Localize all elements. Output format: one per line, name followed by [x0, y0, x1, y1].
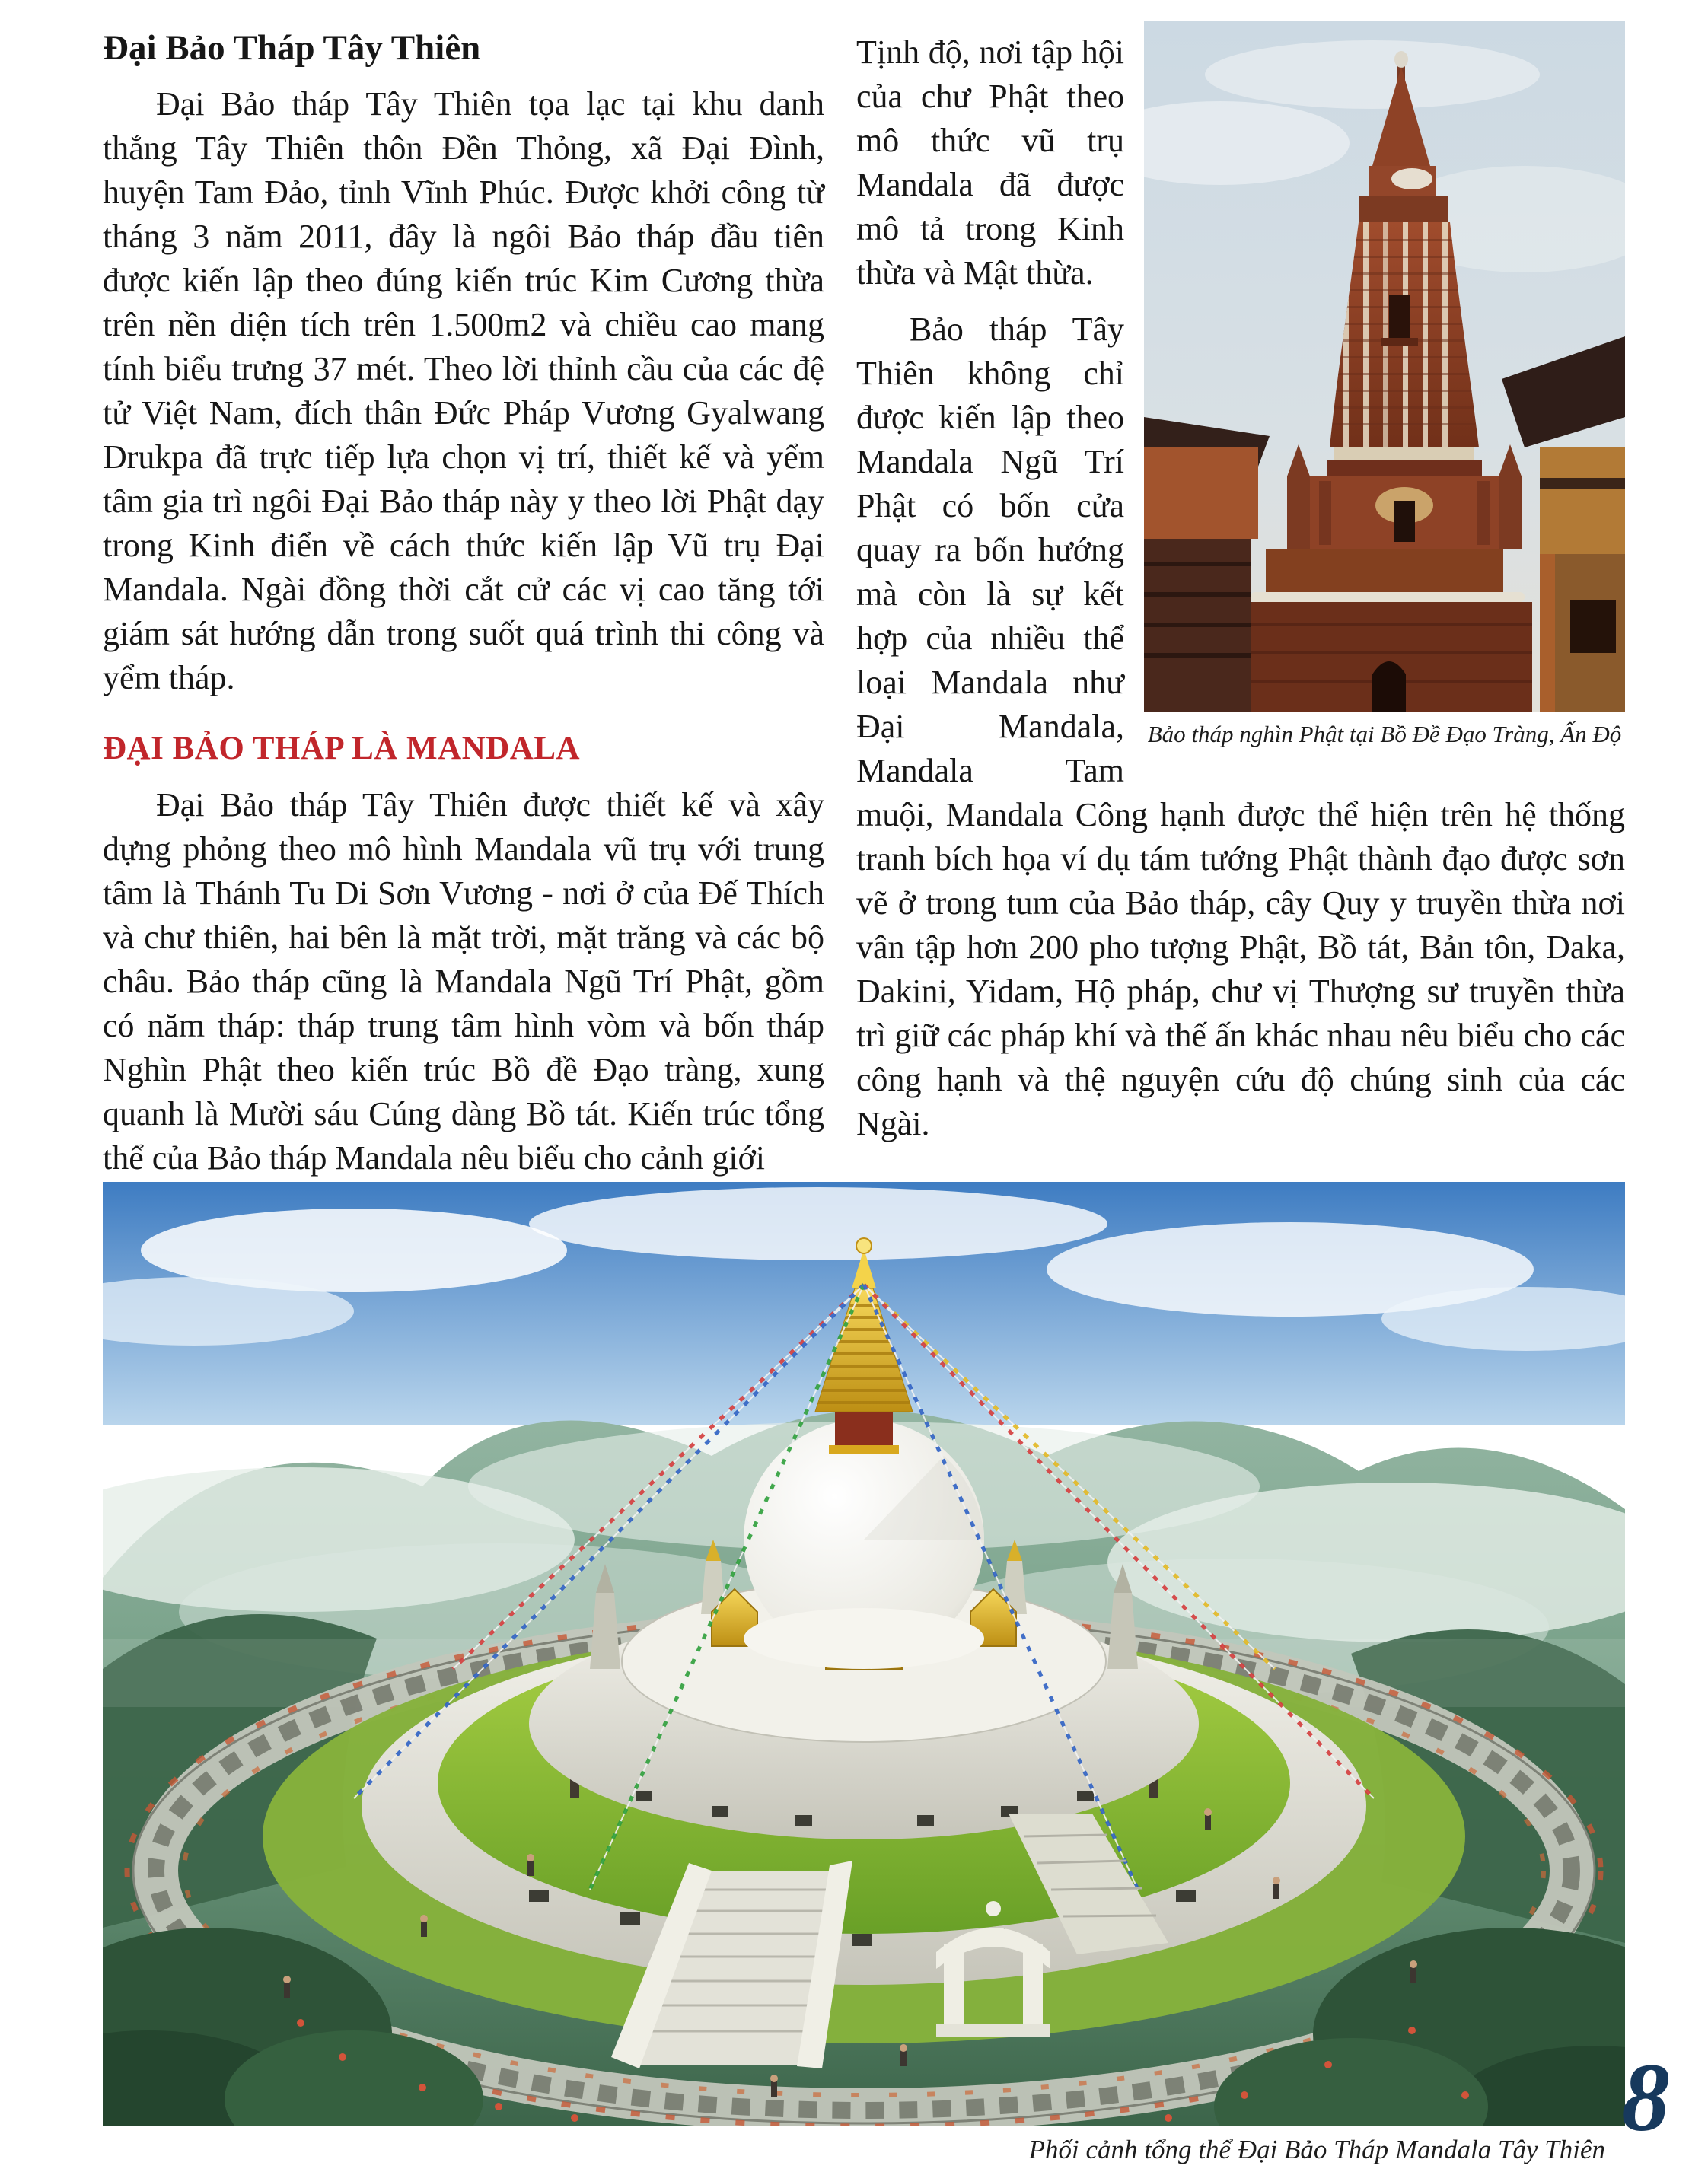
section-paragraph: Đại Bảo tháp Tây Thiên được thiết kế và xây dựng phỏng theo mô hình Mandala vũ trụ với trung tâm là Thánh Tu Di Sơn Vương - nơi ở của Đế Thích và chư thiên, hai bên là mặt trời, mặt trăng và các bộ châu. Bảo tháp cũng là Mandala Ngũ Trí Phật, gồm có năm tháp: tháp trung tâm hình vòm và bốn tháp Nghìn Phật theo kiến trúc Bồ đề Đạo tràng, xung quanh là Mười sáu Cúng dàng Bồ tát. Kiến trúc tổng thể của Bảo tháp Mandala nêu biểu cho cảnh giới [103, 786, 824, 1177]
stupa-aerial-render-figure [103, 1182, 1625, 2165]
intro-paragraph: Đại Bảo tháp Tây Thiên tọa lạc tại khu danh thắng Tây Thiên thôn Đền Thỏng, xã Đại Đình, huyện Tam Đảo, tỉnh Vĩnh Phúc. Được khởi công từ tháng 3 năm 2011, đây là ngôi Bảo tháp đầu tiên được kiến lập theo đúng kiến trúc Kim Cương thừa trên nền diện tích trên 1.500m2 và chiều cao mang tính biểu trưng 37 mét. Theo lời thỉnh cầu của các đệ tử Việt Nam, đích thân Đức Pháp Vương Gyalwang Drukpa đã trực tiếp lựa chọn vị trí, thiết kế và yểm tâm gia trì ngôi Đại Bảo tháp này y theo lời Phật dạy trong Kinh điển về cách thức kiến lập Vũ trụ Đại Mandala. Ngài đồng thời cắt cử các vị cao tăng tới giám sát hướng dẫn trong suốt quá trình thi công và yểm tháp. [103, 85, 824, 697]
column2-paragraph-1: Tịnh độ, nơi tập hội của chư Phật theo mô thức vũ trụ Mandala đã được mô tả trong Kinh thừa và Mật thừa. [856, 33, 1124, 291]
stupa-aerial-render [103, 1182, 1625, 2126]
thousand-buddha-stupa-photo-figure [1144, 21, 1625, 748]
section-heading: ĐẠI BẢO THÁP LÀ MANDALA [103, 731, 581, 767]
thousand-buddha-stupa-photo [1144, 21, 1625, 712]
render-caption: Phối cảnh tổng thể Đại Bảo Tháp Mandala Tây Thiên [1028, 2135, 1605, 2164]
page-number: 8 [1621, 2043, 1670, 2151]
article-title: Đại Bảo Tháp Tây Thiên [103, 28, 481, 68]
tower-photo-caption: Bảo tháp nghìn Phật tại Bồ Đề Đạo Tràng, Ấn Độ [1147, 721, 1622, 747]
left-column [103, 27, 824, 1180]
right-column [856, 21, 1625, 1146]
column2-paragraph-2: Bảo tháp Tây Thiên không chỉ được kiến lập theo Mandala Ngũ Trí Phật có bốn cửa quay ra bốn hướng mà còn là sự kết hợp của nhiều thể loại Mandala như Đại Mandala, Mandala Tam muội, Mandala Công hạnh được thể hiện trên hệ thống tranh bích họa ví dụ tám tướng Phật thành đạo được sơn vẽ ở trong tum của Bảo tháp, cây Quy y truyền thừa nơi vân tập hơn 200 pho tượng Phật, Bồ tát, Bản tôn, Daka, Dakini, Yidam, Hộ pháp, chư vị Thượng sư truyền thừa trì giữ các pháp khí và thế ấn khác nhau nêu biểu cho các công hạnh và thệ nguyện cứu độ chúng sinh của các Ngài. [856, 311, 1625, 1142]
